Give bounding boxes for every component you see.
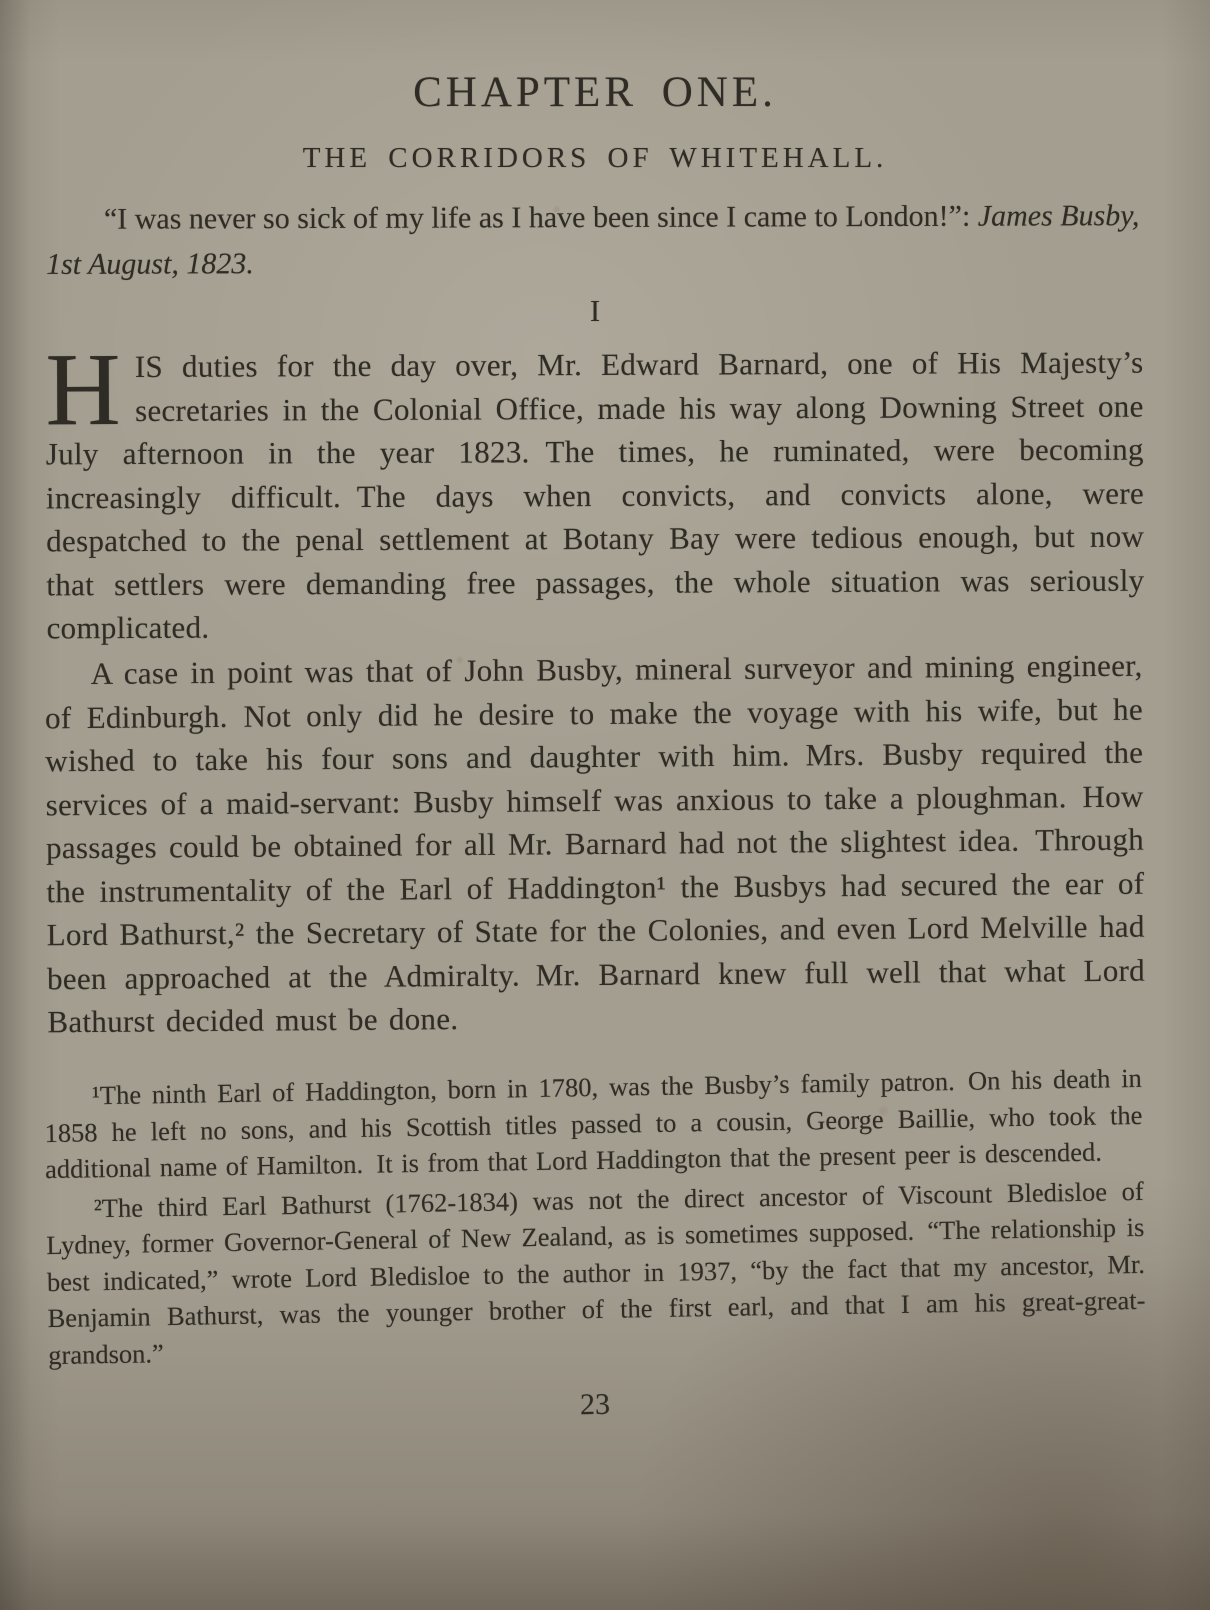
section-title: THE CORRIDORS OF WHITEHALL. — [302, 142, 888, 174]
epigraph-quote: “I was never so sick of my life as I have been since I came to London!”: — [103, 199, 978, 236]
drop-cap: H — [45, 332, 122, 448]
footnote-1: ¹The ninth Earl of Haddington, born in 1780, was the Busby’s family patron. On his death in 1858 he left no sons, and his Scottish titles passed to a cousin, George Baillie, who took the additional name of Hamilton. It is from that Lord Haddington that the present peer is descended. — [44, 1062, 1143, 1185]
chapter-title: CHAPTER ONE. — [413, 69, 777, 116]
footnote-2: ²The third Earl Bathurst (1762-1834) was not the direct ancestor of Viscount Bledisloe of Lydney, former Governor-General of New Zealand, as is sometimes supposed. “The relationship is best indicated,” wrote Lord Bledisloe to the author in 1937, “by the fact that my ancestor, Mr. Benjamin Bathurst, was the younger brother of the first earl, and that I am his great-great-grandson.” — [46, 1175, 1146, 1370]
epigraph-attribution: James Busby, 1st August, 1823. — [46, 199, 1140, 281]
body-paragraph-1 — [45, 332, 1145, 650]
body-paragraph-1-text: IS duties for the day over, Mr. Edward Barnard, one of His Majesty’s secretaries in the Colonial Office, made his way along Downing Street one July afternoon in the year 1823. The times, he ruminated, were becoming increasingly difficult. The days when convicts, and convicts alone, were despatched to the penal settlement at Botany Bay were tedious enough, but now that settlers were demanding free passages, the whole situation was seriously complicated. — [45, 344, 1145, 646]
section-numeral: I — [589, 293, 601, 328]
body-paragraph-2: A case in point was that of John Busby, mineral surveyor and mining engineer, of Edinburgh. Not only did he desire to make the voyage with his wife, but he wished to take his four sons and daughter with him. Mrs. Busby required the services of a maid-servant: Busby himself was anxious to take a ploughman. How passages could be obtained for all Mr. Barnard had not the slightest idea. Through the instrumentality of the Earl of Haddington¹ the Busbys had secured the ear of Lord Bathurst,² the Secretary of State for the Colonies, and even Lord Melville had been approached at the Admiralty. Mr. Barnard knew full well that what Lord Bathurst decided must be done. — [44, 647, 1146, 1039]
page-number: 23 — [579, 1387, 611, 1422]
footnotes-block — [44, 1060, 1147, 1373]
epigraph — [46, 193, 1144, 287]
